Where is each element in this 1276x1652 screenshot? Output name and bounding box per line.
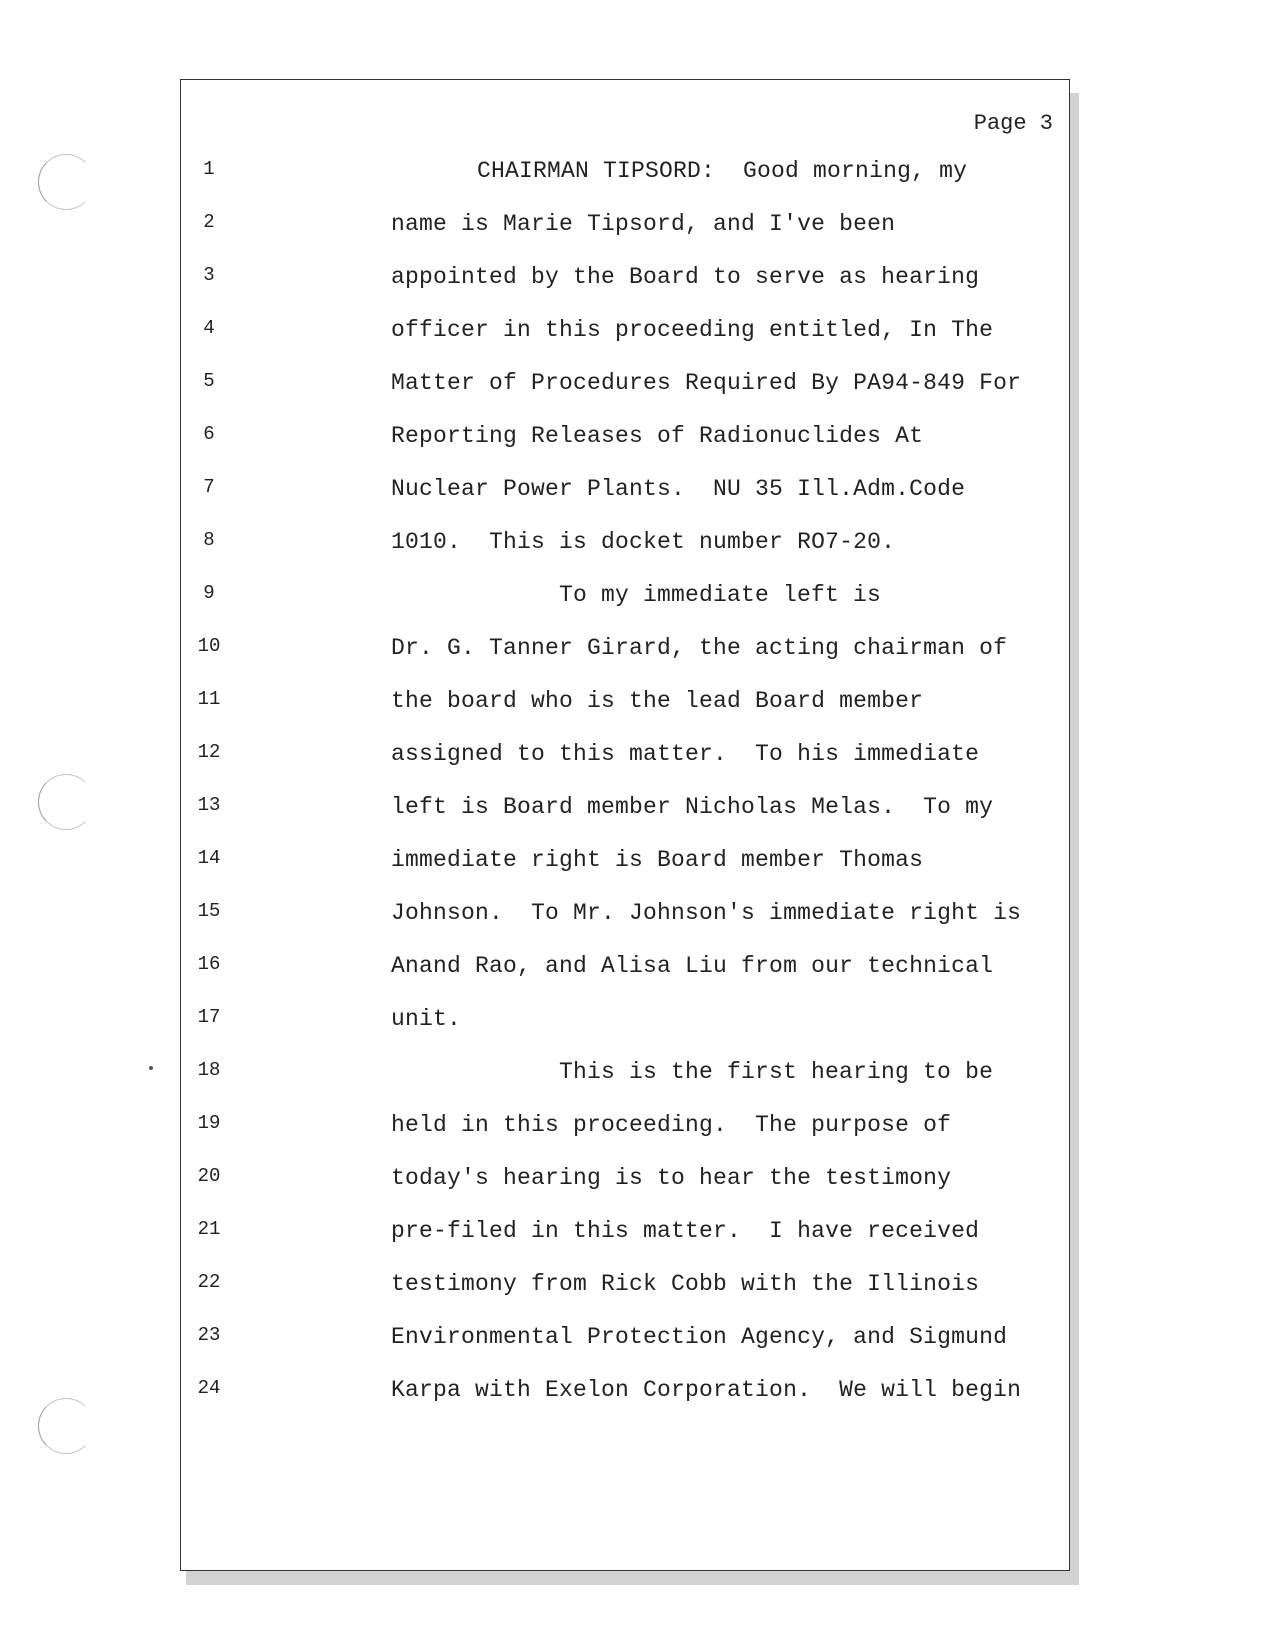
transcript-line: [181, 792, 1071, 822]
line-number: 13: [197, 794, 221, 816]
transcript-line: [181, 686, 1071, 716]
transcript-line: [181, 421, 1071, 451]
line-number: 17: [197, 1006, 221, 1028]
line-text: testimony from Rick Cobb with the Illinois: [391, 1271, 980, 1297]
line-text: assigned to this matter. To his immediate: [391, 741, 980, 767]
line-text: Johnson. To Mr. Johnson's immediate right is: [391, 900, 1022, 926]
line-number: 9: [203, 582, 215, 604]
line-number: 3: [203, 264, 215, 286]
line-text: the board who is the lead Board member: [391, 688, 924, 714]
transcript-line: [181, 474, 1071, 504]
transcript-line: [181, 156, 1071, 186]
line-number: 8: [203, 529, 215, 551]
line-text: This is the first hearing to be: [559, 1059, 994, 1085]
line-number: 23: [197, 1324, 221, 1346]
transcript-line: [181, 1110, 1071, 1140]
transcript-line: [181, 951, 1071, 981]
line-number: 24: [197, 1377, 221, 1399]
transcript-line: [181, 1375, 1071, 1405]
transcript-line: [181, 739, 1071, 769]
line-number: 12: [197, 741, 221, 763]
transcript-line: [181, 580, 1071, 610]
transcript-line: [181, 262, 1071, 292]
transcript-line: [181, 368, 1071, 398]
line-number: 21: [197, 1218, 221, 1240]
transcript-line: [181, 209, 1071, 239]
transcript-line: [181, 1163, 1071, 1193]
line-number: 11: [197, 688, 221, 710]
line-number: 15: [197, 900, 221, 922]
line-text: name is Marie Tipsord, and I've been: [391, 211, 896, 237]
stray-mark: [149, 1066, 153, 1070]
punch-hole-middle: [38, 774, 94, 830]
transcript-line: [181, 633, 1071, 663]
line-text: held in this proceeding. The purpose of: [391, 1112, 952, 1138]
transcript-line: [181, 845, 1071, 875]
line-number: 7: [203, 476, 215, 498]
line-text: Nuclear Power Plants. NU 35 Ill.Adm.Code: [391, 476, 966, 502]
line-number: 5: [203, 370, 215, 392]
line-text: pre-filed in this matter. I have received: [391, 1218, 980, 1244]
line-text: 1010. This is docket number RO7-20.: [391, 529, 896, 555]
line-number: 19: [197, 1112, 221, 1134]
transcript-line: [181, 1216, 1071, 1246]
line-text: Karpa with Exelon Corporation. We will begin: [391, 1377, 1022, 1403]
page-label: Page 3: [973, 111, 1053, 136]
transcript-line: [181, 898, 1071, 928]
line-text: left is Board member Nicholas Melas. To my: [391, 794, 994, 820]
transcript-line: [181, 527, 1071, 557]
line-number: 6: [203, 423, 215, 445]
line-text: Reporting Releases of Radionuclides At: [391, 423, 924, 449]
line-number: 20: [197, 1165, 221, 1187]
transcript-line: [181, 315, 1071, 345]
line-text: immediate right is Board member Thomas: [391, 847, 924, 873]
line-number: 16: [197, 953, 221, 975]
punch-hole-top: [38, 154, 94, 210]
line-text: unit.: [391, 1006, 462, 1032]
line-text: appointed by the Board to serve as hearing: [391, 264, 980, 290]
line-number: 2: [203, 211, 215, 233]
transcript-line: [181, 1057, 1071, 1087]
line-text: today's hearing is to hear the testimony: [391, 1165, 952, 1191]
line-text: To my immediate left is: [559, 582, 882, 608]
transcript-line: [181, 1322, 1071, 1352]
punch-hole-bottom: [38, 1398, 94, 1454]
line-text: Dr. G. Tanner Girard, the acting chairman of: [391, 635, 1008, 661]
transcript-line: [181, 1004, 1071, 1034]
line-text: Anand Rao, and Alisa Liu from our technical: [391, 953, 994, 979]
line-text: officer in this proceeding entitled, In The: [391, 317, 994, 343]
line-number: 1: [203, 158, 215, 180]
line-number: 22: [197, 1271, 221, 1293]
transcript-line: [181, 1269, 1071, 1299]
line-text: CHAIRMAN TIPSORD: Good morning, my: [477, 158, 968, 184]
transcript-page: [180, 79, 1070, 1571]
line-number: 14: [197, 847, 221, 869]
line-number: 10: [197, 635, 221, 657]
line-text: Environmental Protection Agency, and Sigmund: [391, 1324, 1008, 1350]
line-text: Matter of Procedures Required By PA94-849 For: [391, 370, 1022, 396]
line-number: 4: [203, 317, 215, 339]
line-number: 18: [197, 1059, 221, 1081]
